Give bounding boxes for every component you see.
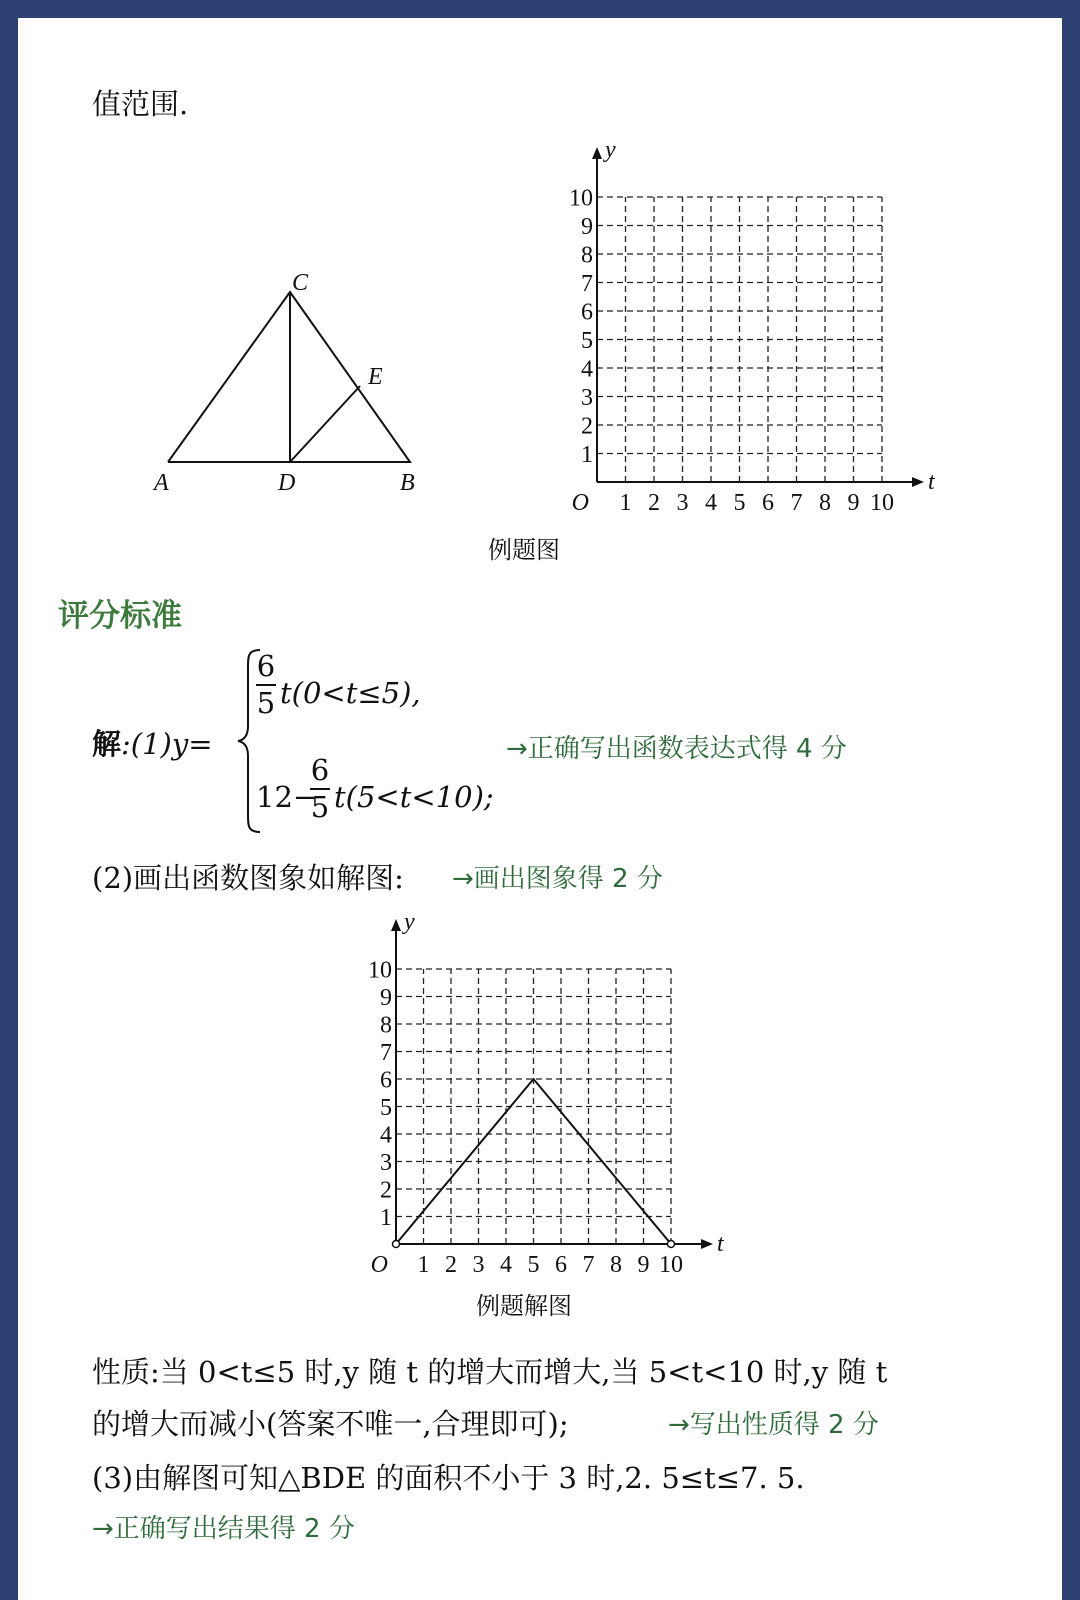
x-tick-label: 5	[733, 490, 746, 516]
y-tick-label: 6	[380, 1067, 392, 1094]
y-tick-label: 10	[368, 957, 392, 984]
y-tick-label: 9	[380, 984, 392, 1011]
x-tick-label: 6	[555, 1252, 567, 1278]
x-tick-label: 8	[819, 490, 831, 516]
x-axis-arrow	[912, 477, 924, 487]
y-tick-label: 4	[581, 356, 593, 383]
y-axis-arrow	[391, 919, 401, 931]
case1-fraction	[256, 649, 276, 720]
case1-numerator: 6	[256, 649, 276, 683]
x-axis-arrow	[701, 1239, 713, 1249]
property-line2: 的增大而减小(答案不唯一,合理即可);	[92, 1407, 569, 1441]
x-tick-label: 5	[527, 1252, 540, 1278]
y-axis-arrow	[592, 147, 602, 159]
y-tick-label: 3	[380, 1149, 392, 1176]
example-grid-chart	[560, 140, 940, 540]
y-tick-label: 6	[581, 299, 593, 326]
x-axis-label: t	[717, 1231, 724, 1258]
part2-score-note: →画出图象得 2 分	[452, 864, 663, 894]
y-axis-label: y	[605, 140, 616, 163]
origin-label: O	[370, 1252, 388, 1278]
label-B: B	[400, 470, 415, 496]
y-tick-label: 10	[569, 185, 593, 212]
y-tick-label: 3	[581, 384, 593, 411]
x-tick-label: 2	[445, 1252, 457, 1278]
solution-line-chart	[350, 906, 730, 1296]
open-endpoint	[668, 1241, 675, 1248]
y-tick-label: 1	[380, 1204, 392, 1231]
solution-part1-prefix-rest: :(1)y=	[121, 727, 213, 761]
label-D: D	[278, 470, 296, 496]
y-tick-label: 1	[581, 441, 593, 468]
open-endpoint	[393, 1241, 400, 1248]
example-chart-caption: 例题图	[488, 536, 560, 564]
x-tick-label: 3	[676, 490, 689, 516]
x-tick-label: 2	[648, 490, 660, 516]
x-tick-label: 7	[790, 490, 803, 516]
y-tick-label: 7	[380, 1039, 392, 1066]
case1-denominator: 5	[256, 686, 276, 720]
x-tick-label: 9	[847, 490, 860, 516]
case2-condition: t(5<t<10);	[334, 780, 494, 814]
x-tick-label: 8	[610, 1252, 622, 1278]
x-tick-label: 4	[500, 1252, 512, 1278]
x-tick-label: 4	[705, 490, 717, 516]
y-tick-label: 7	[581, 270, 593, 297]
property-score-note: →写出性质得 2 分	[668, 1410, 879, 1440]
y-tick-label: 8	[581, 242, 593, 269]
label-E: E	[368, 364, 383, 390]
y-tick-label: 9	[581, 213, 593, 240]
part1-score-note: →正确写出函数表达式得 4 分	[506, 734, 847, 764]
case1-condition: t(0<t≤5),	[280, 676, 421, 710]
part2-text: (2)画出函数图象如解图:	[92, 861, 404, 895]
section-heading: 评分标准	[58, 598, 182, 634]
x-tick-label: 10	[659, 1252, 683, 1278]
part3-score-note: →正确写出结果得 2 分	[92, 1514, 355, 1544]
origin-label: O	[571, 490, 589, 516]
property-line1: 性质:当 0<t≤5 时,y 随 t 的增大而增大,当 5<t<10 时,y 随 t	[92, 1355, 888, 1389]
part3-text: (3)由解图可知△BDE 的面积不小于 3 时,2. 5≤t≤7. 5.	[92, 1461, 805, 1495]
x-tick-label: 1	[417, 1252, 430, 1278]
y-tick-label: 8	[380, 1012, 392, 1039]
solution-label: 解	[92, 727, 122, 761]
case2-lead: 12−	[256, 780, 318, 814]
y-axis-label: y	[404, 909, 415, 935]
case2-numerator: 6	[310, 753, 330, 787]
x-tick-label: 10	[870, 490, 894, 516]
x-tick-label: 6	[762, 490, 774, 516]
solution-chart-caption: 例题解图	[476, 1292, 572, 1320]
case2-denominator: 5	[310, 790, 330, 824]
solution-part1-prefix	[92, 722, 213, 763]
y-tick-label: 4	[380, 1122, 392, 1149]
triangle-diagram	[148, 266, 448, 506]
x-tick-label: 7	[582, 1252, 595, 1278]
x-tick-label: 1	[619, 490, 632, 516]
y-tick-label: 5	[380, 1094, 392, 1121]
x-tick-label: 9	[637, 1252, 650, 1278]
x-axis-label: t	[928, 469, 935, 496]
case2-fraction	[310, 753, 330, 824]
x-tick-label: 3	[472, 1252, 485, 1278]
label-C: C	[292, 270, 309, 296]
y-tick-label: 5	[581, 327, 593, 354]
continued-question-text: 值范围.	[92, 87, 189, 121]
label-A: A	[154, 470, 169, 496]
y-tick-label: 2	[581, 413, 593, 440]
y-tick-label: 2	[380, 1177, 392, 1204]
